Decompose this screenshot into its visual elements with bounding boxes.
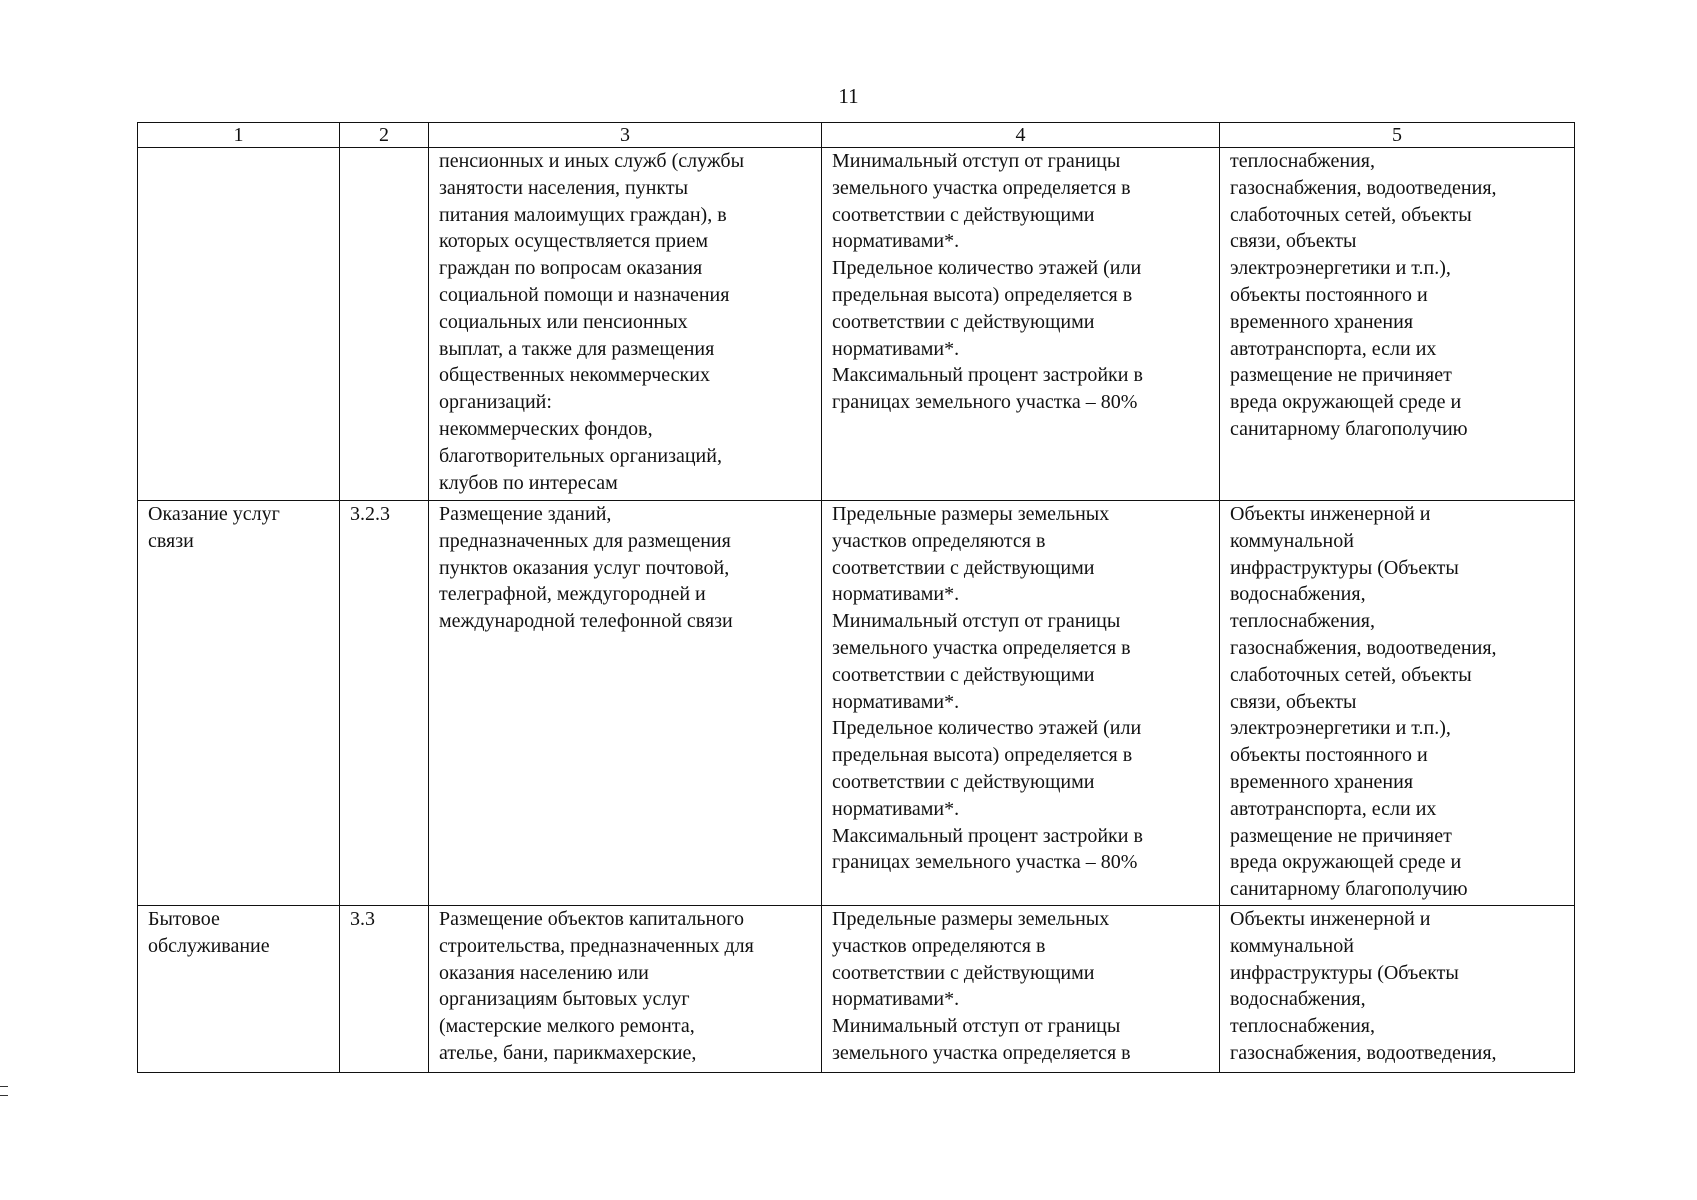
table-row	[138, 148, 1575, 501]
column-header-3: 3	[429, 123, 822, 148]
parameters-cell: Предельные размеры земельных участков определяются в соответствии с действующими нормативами*. Минимальный отступ от границы земельного участка определяется в соответствии с действующими нормативами*. Предельное количество этажей (или предельная высота) определяется в соответствии с действующими нормативами*. Максимальный процент застройки в границах земельного участка – 80%	[822, 501, 1220, 906]
column-header-5: 5	[1220, 123, 1575, 148]
use-name-cell	[138, 148, 340, 501]
use-description-cell: Размещение зданий, предназначенных для размещения пунктов оказания услуг почтовой, телеграфной, междугородней и международной телефонной связи	[429, 501, 822, 906]
use-name-cell: Бытовое обслуживание	[138, 906, 340, 1073]
parameters-cell: Минимальный отступ от границы земельного участка определяется в соответствии с действующими нормативами*. Предельное количество этажей (или предельная высота) определяется в соответствии с действующими нормативами*. Максимальный процент застройки в границах земельного участка – 80%	[822, 148, 1220, 501]
column-header-2: 2	[340, 123, 429, 148]
table-row	[138, 906, 1575, 1073]
page-number: 11	[838, 84, 859, 108]
column-header-1: 1	[138, 123, 340, 148]
auxiliary-uses-cell: теплоснабжения, газоснабжения, водоотведения, слаботочных сетей, объекты связи, объекты электроэнергетики и т.п.), объекты постоянного и временного хранения автотранспорта, если их размещение не причиняет вреда окружающей среде и санитарному благополучию	[1220, 148, 1575, 501]
land-use-table	[137, 122, 1575, 1073]
use-description-cell: пенсионных и иных служб (службы занятости населения, пункты питания малоимущих граждан), в которых осуществляется прием граждан по вопросам оказания социальной помощи и назначения социальных или пенсионных выплат, а также для размещения общественных некоммерческих организаций: некоммерческих фондов, благотворительных организаций, клубов по интересам	[429, 148, 822, 501]
auxiliary-uses-cell: Объекты инженерной и коммунальной инфраструктуры (Объекты водоснабжения, теплоснабжения, газоснабжения, водоотведения,	[1220, 906, 1575, 1073]
parameters-cell: Предельные размеры земельных участков определяются в соответствии с действующими нормативами*. Минимальный отступ от границы земельного участка определяется в	[822, 906, 1220, 1073]
binding-edge-mark	[0, 1086, 8, 1096]
use-name-cell: Оказание услуг связи	[138, 501, 340, 906]
use-code-cell	[340, 148, 429, 501]
use-code-cell: 3.3	[340, 906, 429, 1073]
table-row	[138, 501, 1575, 906]
use-description-cell: Размещение объектов капитального строительства, предназначенных для оказания населению или организациям бытовых услуг (мастерские мелкого ремонта, ателье, бани, парикмахерские,	[429, 906, 822, 1073]
column-header-4: 4	[822, 123, 1220, 148]
auxiliary-uses-cell: Объекты инженерной и коммунальной инфраструктуры (Объекты водоснабжения, теплоснабжения, газоснабжения, водоотведения, слаботочных сетей, объекты связи, объекты электроэнергетики и т.п.), объекты постоянного и временного хранения автотранспорта, если их размещение не причиняет вреда окружающей среде и санитарному благополучию	[1220, 501, 1575, 906]
use-code-cell: 3.2.3	[340, 501, 429, 906]
table-header-row	[138, 123, 1575, 148]
